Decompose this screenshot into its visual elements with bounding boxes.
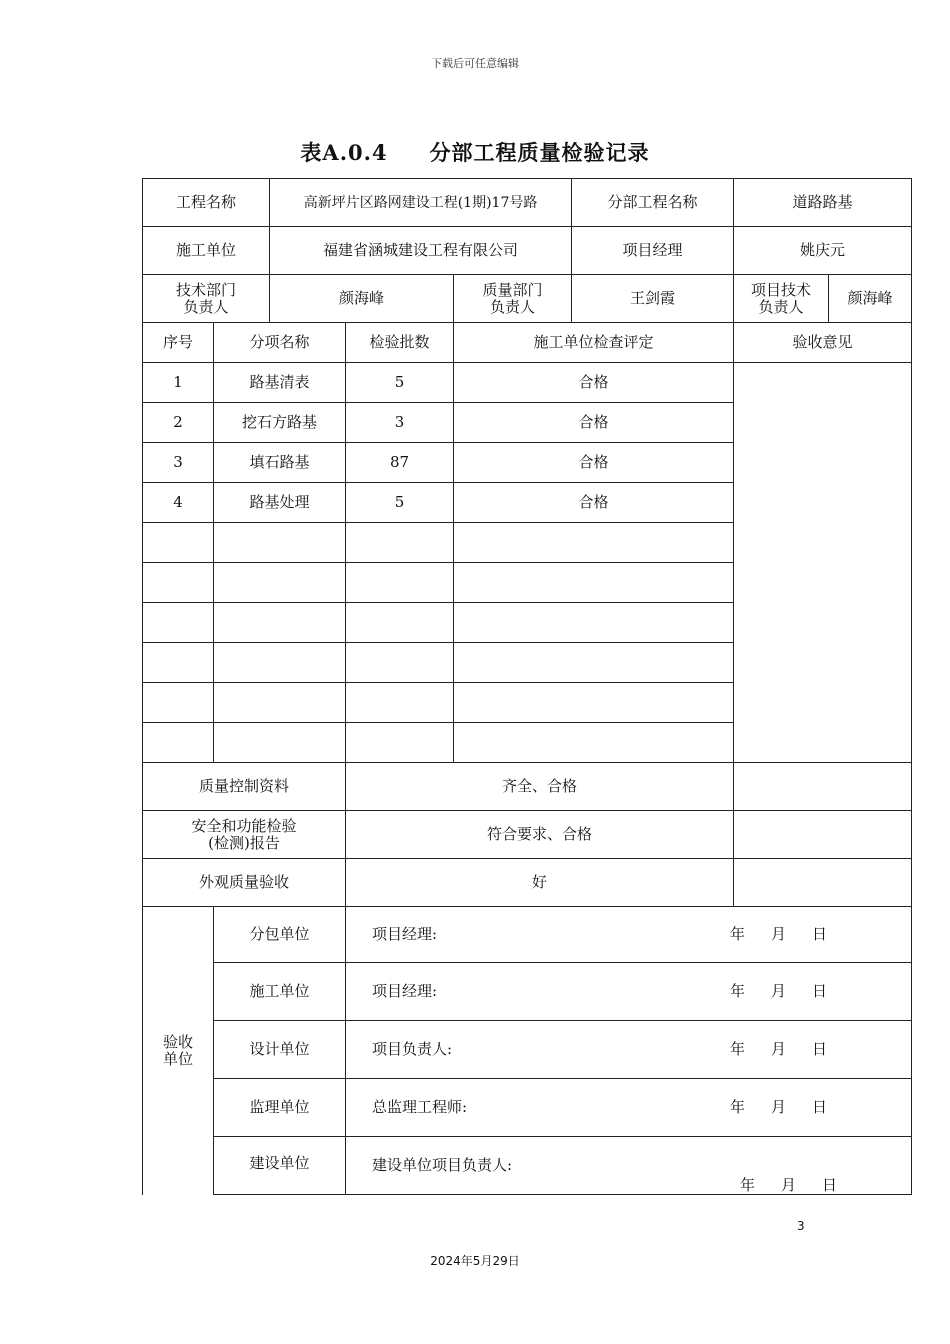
acceptance-unit: 设计单位 xyxy=(214,1021,346,1079)
signer-label: 建设单位项目负责人: xyxy=(372,1156,513,1174)
empty-cell xyxy=(454,603,734,643)
row-batches: 5 xyxy=(346,363,454,403)
empty-cell xyxy=(346,563,454,603)
date-day: 日 xyxy=(812,1040,828,1058)
summary-value: 好 xyxy=(346,859,734,907)
empty-cell xyxy=(454,683,734,723)
row-no: 2 xyxy=(143,403,214,443)
proj-tech-head-label-line2: 负责人 xyxy=(758,297,804,316)
summary-opinion xyxy=(734,859,912,907)
signer-label: 总监理工程师: xyxy=(372,1098,468,1116)
acceptance-sign-cell xyxy=(346,907,912,963)
acceptance-row xyxy=(143,907,912,963)
acceptance-opinion-cell xyxy=(734,363,912,763)
acceptance-row xyxy=(143,1079,912,1137)
col-header-opinion: 验收意见 xyxy=(734,323,912,363)
row-batches: 5 xyxy=(346,483,454,523)
acceptance-row xyxy=(143,963,912,1021)
date-year: 年 xyxy=(730,1098,746,1116)
acceptance-group-label-line1: 验收 xyxy=(162,1032,193,1051)
empty-cell xyxy=(143,723,214,763)
empty-cell xyxy=(346,523,454,563)
empty-cell xyxy=(346,643,454,683)
acceptance-unit: 监理单位 xyxy=(214,1079,346,1137)
project-row xyxy=(143,179,912,227)
proj-tech-head-label xyxy=(734,275,829,323)
date-day: 日 xyxy=(812,925,828,943)
signer-label: 项目负责人: xyxy=(372,1040,453,1058)
summary-label xyxy=(143,811,346,859)
row-eval: 合格 xyxy=(454,403,734,443)
column-header-row xyxy=(143,323,912,363)
quality-head-label-line1: 质量部门 xyxy=(482,280,543,299)
row-eval: 合格 xyxy=(454,363,734,403)
date-year: 年 xyxy=(730,1040,746,1058)
empty-cell xyxy=(346,683,454,723)
empty-cell xyxy=(143,603,214,643)
summary-value: 符合要求、合格 xyxy=(346,811,734,859)
acceptance-unit: 施工单位 xyxy=(214,963,346,1021)
summary-label: 质量控制资料 xyxy=(143,763,346,811)
project-name-value: 高新坪片区路网建设工程(1期)17号路 xyxy=(270,179,572,227)
row-name: 挖石方路基 xyxy=(214,403,346,443)
summary-label: 外观质量验收 xyxy=(143,859,346,907)
empty-cell xyxy=(143,643,214,683)
tech-head-label-line2: 负责人 xyxy=(183,297,229,316)
form-code: 表A.0.4 xyxy=(300,140,388,165)
row-no: 1 xyxy=(143,363,214,403)
signer-label: 项目经理: xyxy=(372,925,438,943)
project-name-label: 工程名称 xyxy=(143,179,270,227)
acceptance-sign-cell xyxy=(346,1021,912,1079)
pm-label: 项目经理 xyxy=(572,227,734,275)
empty-cell xyxy=(214,563,346,603)
date-year: 年 xyxy=(740,1176,756,1194)
tech-head-label xyxy=(143,275,270,323)
empty-cell xyxy=(454,523,734,563)
date-day: 日 xyxy=(822,1176,838,1194)
quality-head-value: 王剑霞 xyxy=(572,275,734,323)
empty-cell xyxy=(214,523,346,563)
tech-head-value: 颜海峰 xyxy=(270,275,454,323)
empty-cell xyxy=(214,603,346,643)
quality-head-label-line2: 负责人 xyxy=(490,297,536,316)
col-header-no: 序号 xyxy=(143,323,214,363)
row-name: 路基清表 xyxy=(214,363,346,403)
inspection-record-table xyxy=(142,178,912,1195)
row-name: 填石路基 xyxy=(214,443,346,483)
acceptance-row xyxy=(143,1021,912,1079)
tech-head-label-line1: 技术部门 xyxy=(176,280,237,299)
empty-cell xyxy=(346,603,454,643)
col-header-name: 分项名称 xyxy=(214,323,346,363)
acceptance-sign-cell xyxy=(346,963,912,1021)
row-eval: 合格 xyxy=(454,483,734,523)
empty-cell xyxy=(143,683,214,723)
summary-row xyxy=(143,811,912,859)
date-day: 日 xyxy=(812,982,828,1000)
signer-label: 项目经理: xyxy=(372,982,438,1000)
contractor-value: 福建省涵城建设工程有限公司 xyxy=(270,227,572,275)
summary-opinion xyxy=(734,763,912,811)
summary-label-line1: 安全和功能检验 xyxy=(191,816,297,835)
summary-row xyxy=(143,859,912,907)
acceptance-sign-cell xyxy=(346,1079,912,1137)
page-number: 3 xyxy=(797,1219,805,1233)
summary-row xyxy=(143,763,912,811)
date-month: 月 xyxy=(771,925,787,943)
contractor-row xyxy=(143,227,912,275)
row-no: 4 xyxy=(143,483,214,523)
empty-cell xyxy=(346,723,454,763)
footer-date: 2024年5月29日 xyxy=(430,1254,520,1268)
col-header-eval: 施工单位检查评定 xyxy=(454,323,734,363)
pm-value: 姚庆元 xyxy=(734,227,912,275)
proj-tech-head-label-line1: 项目技术 xyxy=(751,280,812,299)
proj-tech-head-value: 颜海峰 xyxy=(829,275,912,323)
date-year: 年 xyxy=(730,982,746,1000)
date-month: 月 xyxy=(771,982,787,1000)
empty-cell xyxy=(454,563,734,603)
date-month: 月 xyxy=(771,1098,787,1116)
acceptance-unit: 分包单位 xyxy=(214,907,346,963)
division-name-value: 道路路基 xyxy=(734,179,912,227)
empty-cell xyxy=(214,643,346,683)
date-day: 日 xyxy=(812,1098,828,1116)
acceptance-sign-cell xyxy=(346,1137,912,1195)
quality-head-label xyxy=(454,275,572,323)
empty-cell xyxy=(143,523,214,563)
row-batches: 3 xyxy=(346,403,454,443)
acceptance-unit: 建设单位 xyxy=(214,1137,346,1195)
row-name: 路基处理 xyxy=(214,483,346,523)
empty-cell xyxy=(454,723,734,763)
summary-label-line2: (检测)报告 xyxy=(208,833,280,852)
division-name-label: 分部工程名称 xyxy=(572,179,734,227)
summary-opinion xyxy=(734,811,912,859)
empty-cell xyxy=(214,683,346,723)
summary-value: 齐全、合格 xyxy=(346,763,734,811)
row-eval: 合格 xyxy=(454,443,734,483)
date-year: 年 xyxy=(730,925,746,943)
heads-row xyxy=(143,275,912,323)
header-note: 下载后可任意编辑 xyxy=(431,57,519,70)
table-row xyxy=(143,363,912,403)
acceptance-group-label-line2: 单位 xyxy=(162,1049,193,1068)
form-title: 分部工程质量检验记录 xyxy=(429,140,650,165)
date-month: 月 xyxy=(771,1040,787,1058)
row-batches: 87 xyxy=(346,443,454,483)
acceptance-group-label xyxy=(143,907,214,1195)
date-month: 月 xyxy=(781,1176,797,1194)
col-header-batches: 检验批数 xyxy=(346,323,454,363)
row-no: 3 xyxy=(143,443,214,483)
acceptance-row xyxy=(143,1137,912,1195)
empty-cell xyxy=(143,563,214,603)
empty-cell xyxy=(214,723,346,763)
page-title xyxy=(0,137,950,167)
empty-cell xyxy=(454,643,734,683)
contractor-label: 施工单位 xyxy=(143,227,270,275)
